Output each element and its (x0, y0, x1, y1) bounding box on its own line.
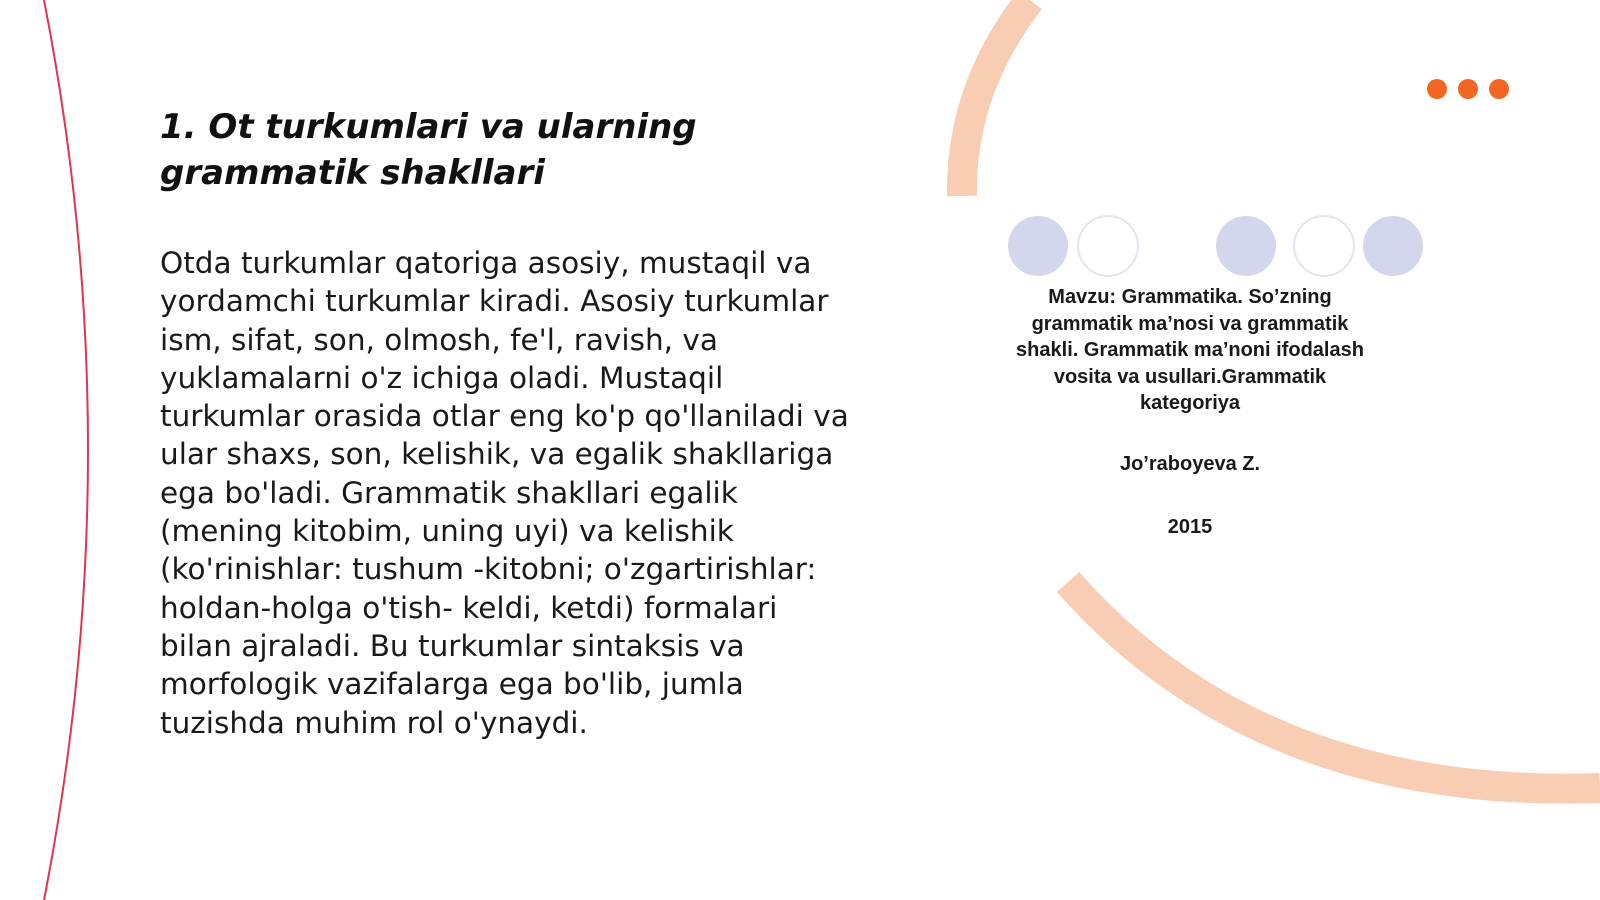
slide-title: 1. Ot turkumlari va ularning grammatik shakllari (160, 107, 697, 193)
left-decorative-curve (44, 0, 88, 900)
upper-decorative-arc (962, 0, 1030, 196)
slide-body-text: Otda turkumlar qatoriga asosiy, mustaqil va yordamchi turkumlar kiradi. Asosiy turkumlar ism, sifat, son, olmosh, fe'l, ravish, va yuklamalarni o'z ichiga oladi. Mustaqil turkumlar orasida otlar eng ko'p qo'llaniladi va ular shaxs, son, kelishik, va egalik shakllariga ega bo'ladi. Grammatik shakllari egalik (mening kitobim, uning uyi) va kelishik (ko'rinishlar: tushum -kitobni; o'zgartirishlar: holdan-holga o'tish- keldi, ketdi) formalari bilan ajraladi. Bu turkumlar sintaksis va morfologik vazifalarga ega bo'lib, jumla tuzishda muhim rol o'ynaydi. (160, 246, 849, 740)
outline-circle (1078, 216, 1138, 276)
lower-decorative-arc (1068, 582, 1600, 789)
lavender-circle (1363, 216, 1423, 276)
embedded-slide-circles (1008, 216, 1423, 276)
outline-circle (1294, 216, 1354, 276)
lavender-circle (1008, 216, 1068, 276)
lavender-circle (1216, 216, 1276, 276)
embedded-slide-topic: Mavzu: Grammatika. So’zning grammatik ma’nosi va grammatik shakli. Grammatik ma’noni ifodalash vosita va usullari.Grammatik kategoriya (1016, 286, 1364, 414)
embedded-slide-panel (1010, 284, 1370, 540)
embedded-slide-year: 2015 (1167, 515, 1213, 538)
three-dots-icon (1427, 79, 1509, 99)
embedded-slide-author: Jo’raboyeva Z. (1119, 452, 1261, 475)
